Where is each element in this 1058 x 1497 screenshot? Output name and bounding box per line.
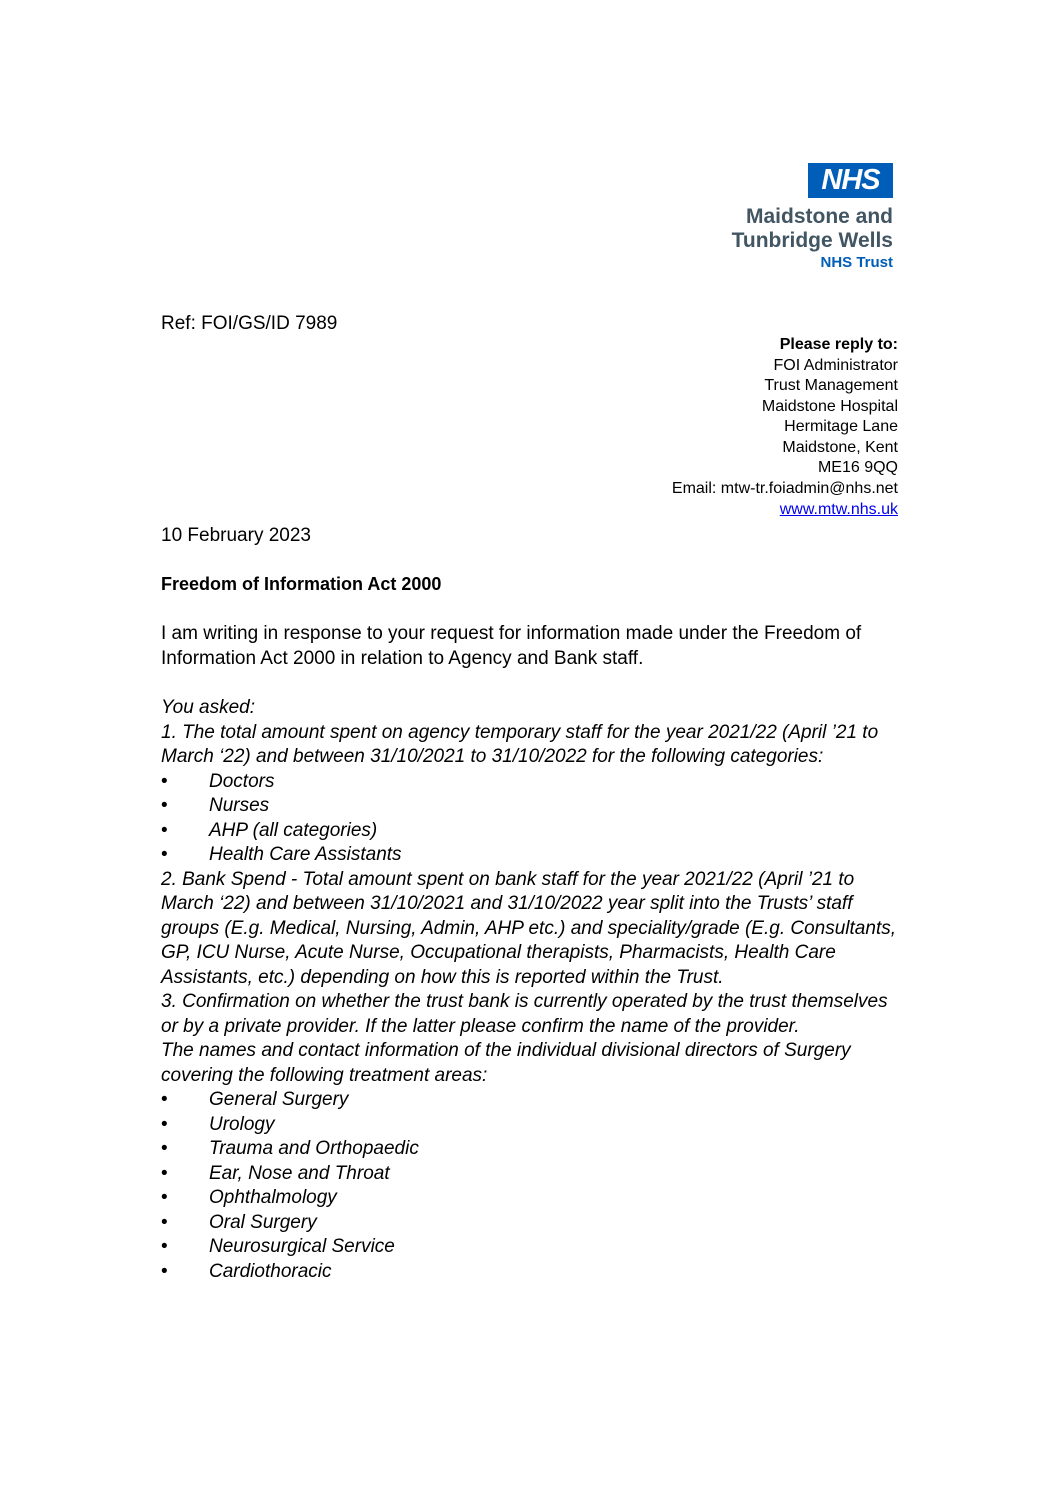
bullet: •: [161, 819, 168, 841]
nhs-logo: [808, 163, 893, 198]
bullet: •: [161, 844, 168, 865]
reply-line: ME16 9QQ: [817, 459, 898, 476]
bullet: •: [161, 1187, 168, 1208]
reply-line: Maidstone, Kent: [782, 438, 898, 456]
question-3: 3. Confirmation on whether the trust bank is currently operated by the trust themselves or by a private provider. If the latter please confirm the name of the provider.: [161, 991, 888, 1037]
question-1: 1. The total amount spent on agency temporary staff for the year 2021/22 (April ’21 to March ‘22) and between 31/10/2021 to 31/10/2022 for the following categories:: [161, 721, 879, 767]
reply-line: FOI Administrator: [773, 356, 898, 374]
list-item: • General Surgery: [161, 1088, 906, 1113]
organisation-name: [732, 205, 893, 273]
nhs-logo-text: NHS: [821, 164, 880, 196]
request-section: [161, 696, 906, 1284]
bullet: •: [161, 1236, 168, 1257]
letter-title: Freedom of Information Act 2000: [161, 574, 442, 594]
question-2: 2. Bank Spend - Total amount spent on bank staff for the year 2021/22 (April ’21 to March ‘22) and between 31/10/2021 and 31/10/2022 year split into the Trusts’ staff groups (E.g. Medical, Nursing, Admin, AHP etc.) and speciality/grade (E.g. Consultants, GP, ICU Nurse, Acute Nurse, Occupational therapists, Pharmacists, Health Care Assistants, etc.) depending on how this is reported within the Trust.: [161, 868, 896, 988]
bullet: •: [161, 1211, 168, 1233]
intro-paragraph: I am writing in response to your request for information made under the Freedom of Information Act 2000 in relation to Agency and Bank staff.: [161, 623, 862, 669]
reply-line: Maidstone Hospital: [761, 397, 898, 415]
letter-date: 10 February 2023: [161, 525, 311, 546]
you-asked-label: You asked:: [161, 697, 256, 718]
bullet: •: [161, 1162, 168, 1184]
bullet: •: [161, 795, 168, 816]
list-item: • Ear, Nose and Throat: [161, 1162, 906, 1187]
bullet: •: [161, 1113, 168, 1135]
org-line-1: Maidstone and: [745, 205, 893, 228]
list-item: • Nurses: [161, 794, 906, 819]
bullet: •: [161, 770, 168, 792]
list-item: • Cardiothoracic: [161, 1260, 906, 1285]
reply-heading: Please reply to:: [779, 336, 898, 353]
reply-address: [672, 335, 898, 521]
list-item: • Doctors: [161, 770, 906, 795]
reply-line: Trust Management: [764, 377, 898, 394]
list-item: • Urology: [161, 1113, 906, 1138]
list-item: • Trauma and Orthopaedic: [161, 1137, 906, 1162]
list-item: • Health Care Assistants: [161, 843, 906, 868]
list-item: • Neurosurgical Service: [161, 1235, 906, 1260]
list-item: • AHP (all categories): [161, 819, 906, 844]
website-link[interactable]: www.mtw.nhs.uk: [779, 501, 898, 518]
bullet: •: [161, 1138, 168, 1159]
question-4: The names and contact information of the individual divisional directors of Surgery covering the following treatment areas:: [161, 1040, 851, 1086]
list-item: • Oral Surgery: [161, 1211, 906, 1236]
org-line-2: Tunbridge Wells: [731, 229, 893, 252]
reply-line: Hermitage Lane: [784, 418, 898, 435]
bullet: •: [161, 1089, 168, 1110]
bullet: •: [161, 1260, 168, 1282]
org-line-3: NHS Trust: [820, 254, 893, 271]
q4-list: [161, 1088, 906, 1284]
list-item: • Ophthalmology: [161, 1186, 906, 1211]
reference-number: Ref: FOI/GS/ID 7989: [161, 313, 338, 334]
q1-list: [161, 770, 906, 868]
reply-email: Email: mtw-tr.foiadmin@nhs.net: [671, 479, 898, 497]
